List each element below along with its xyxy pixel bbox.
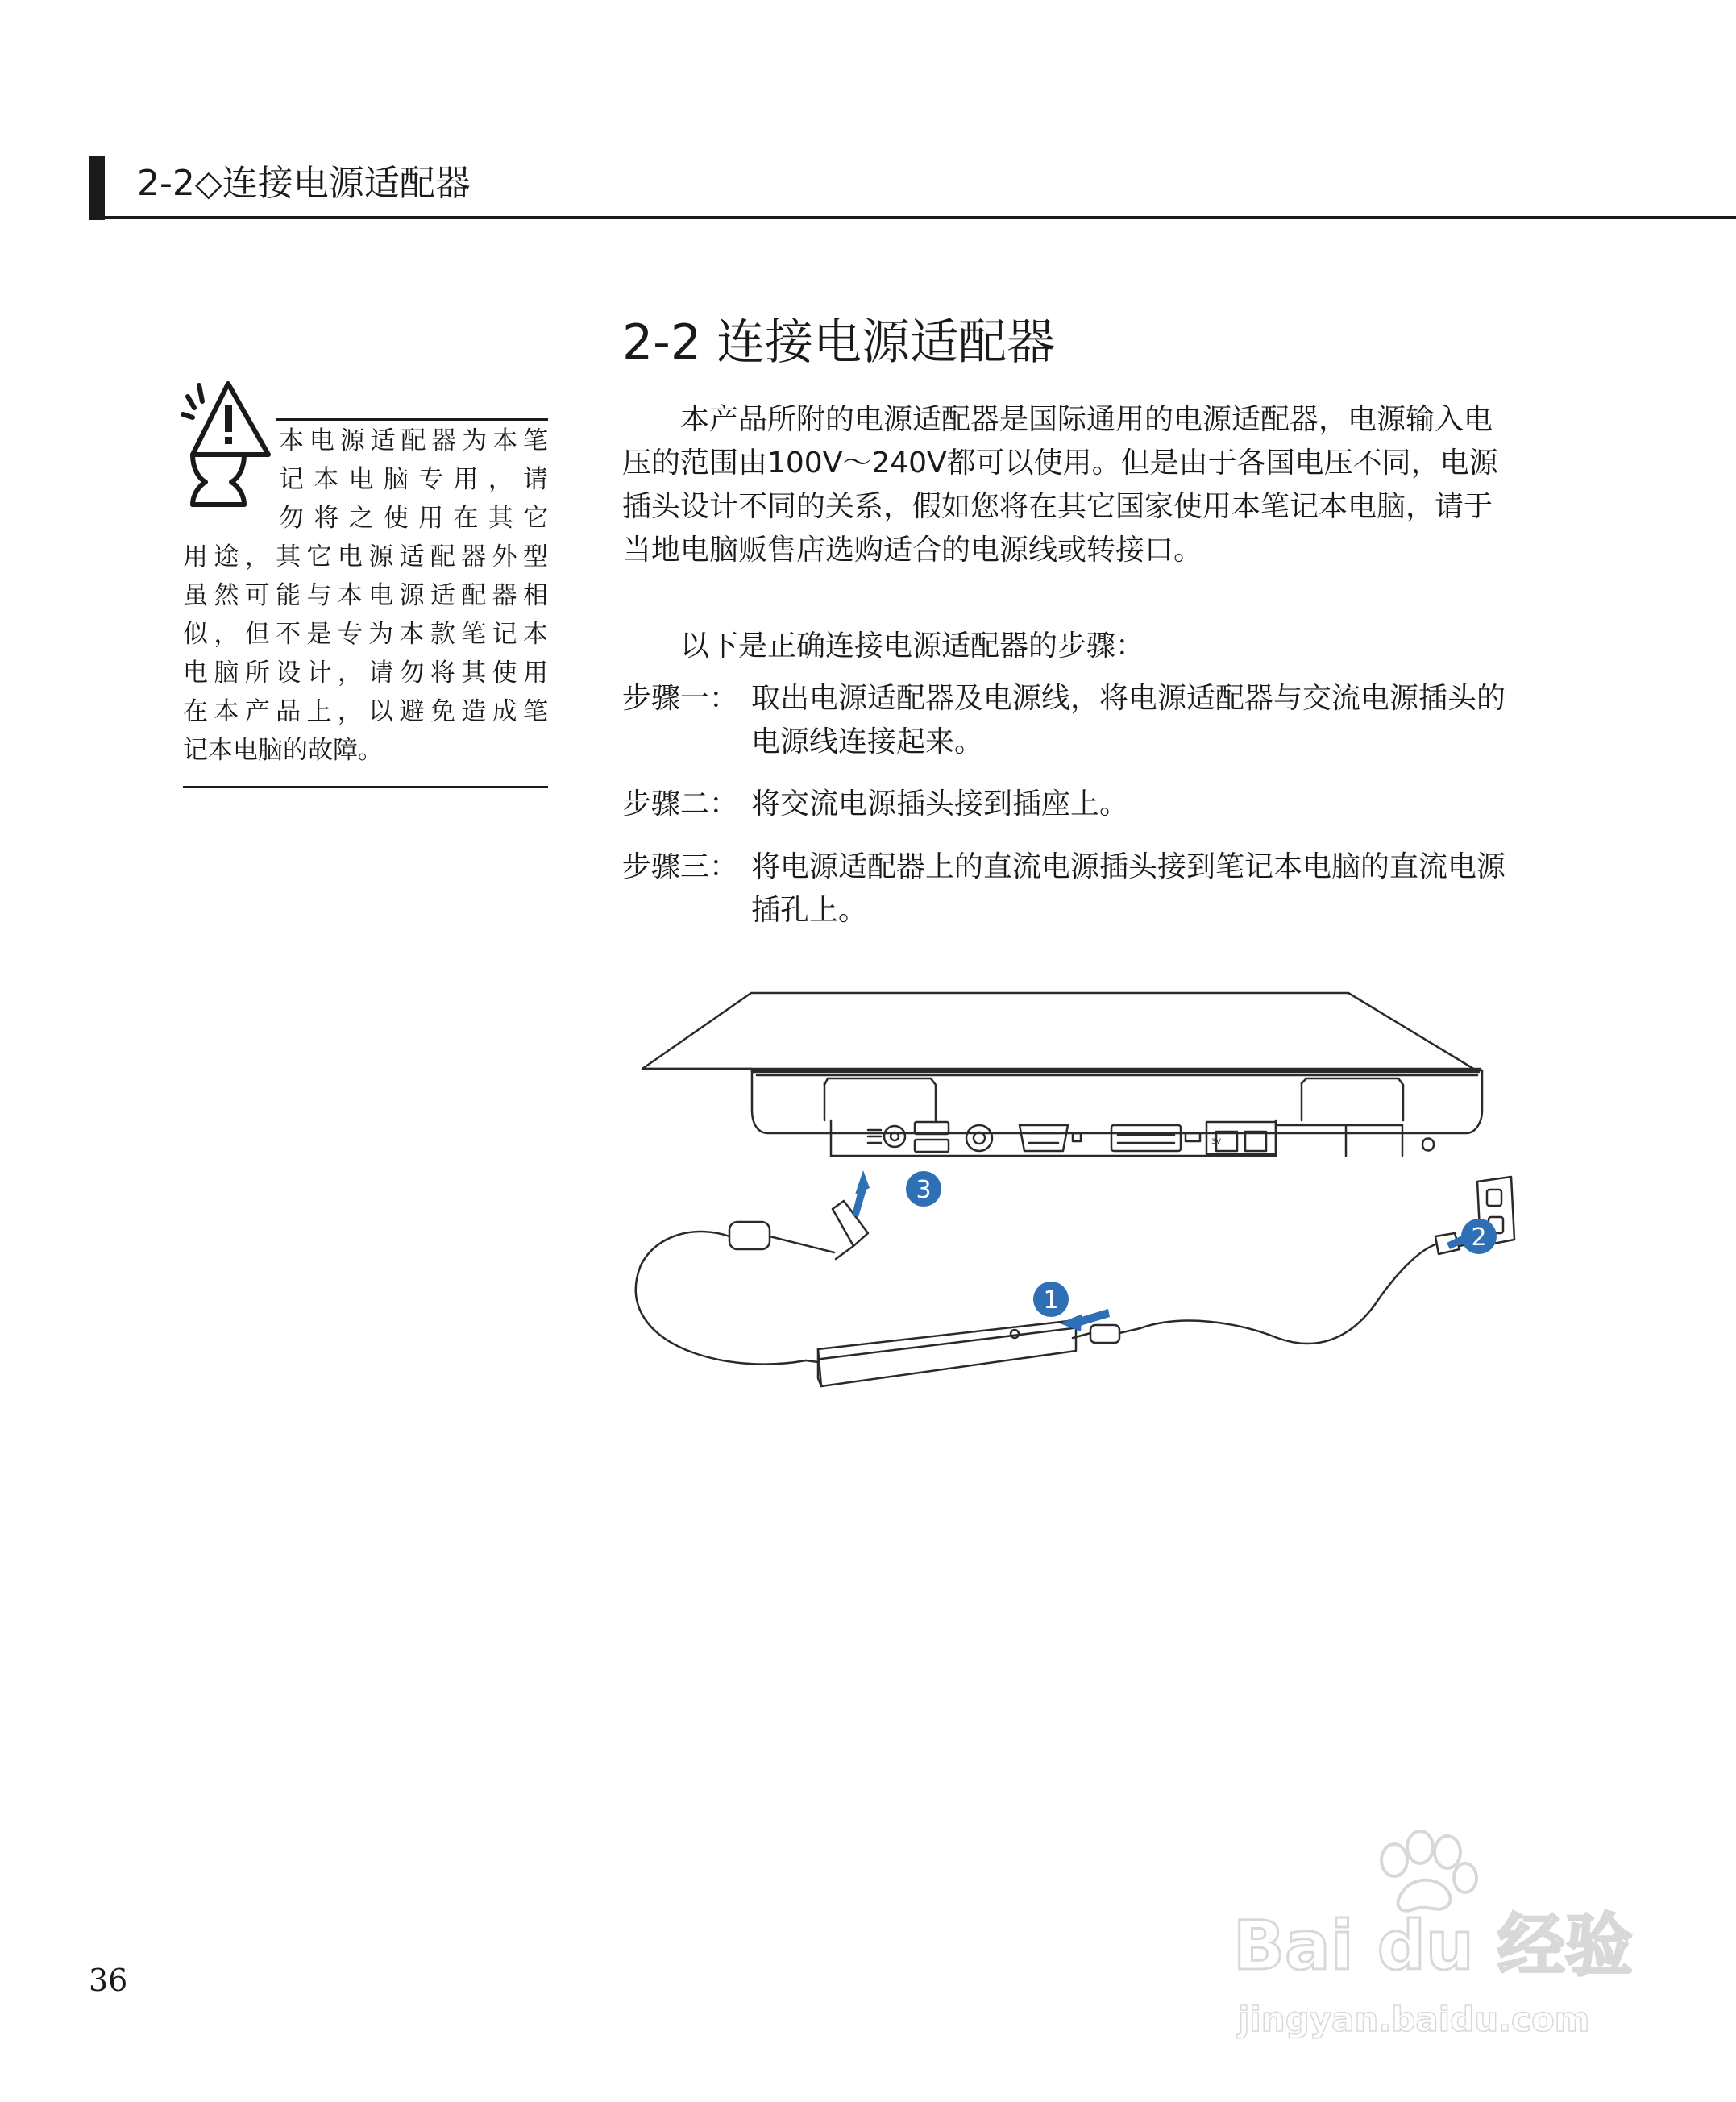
warning-rule-bottom — [183, 786, 548, 788]
step-1-label: 步骤一： — [622, 682, 739, 715]
section-title: 2-2 连接电源适配器 — [622, 314, 1056, 371]
warning-line: 在本产品上，以避免造成笔 — [183, 697, 548, 726]
step-1-text: 取出电源适配器及电源线，将电源适配器与交流电源插头的电源线连接起来。 — [751, 682, 1506, 758]
s-video-port — [966, 1125, 992, 1151]
warning-line: 本电源适配器为本笔 — [279, 426, 548, 455]
warning-line: 似，但不是专为本款笔记本 — [183, 620, 548, 649]
dc-cable — [636, 1232, 834, 1365]
watermark-url: jingyan.baidu.com — [1238, 2000, 1590, 2039]
laptop-hinge — [824, 1078, 936, 1120]
usb-port — [915, 1140, 949, 1152]
step-2-label: 步骤二： — [622, 787, 739, 820]
adapter-brick — [818, 1320, 1076, 1386]
port-label: 3V — [1211, 1138, 1221, 1146]
laptop-hinge — [1302, 1078, 1403, 1120]
header-title: 2-2◇连接电源适配器 — [137, 163, 471, 204]
warning-line: 记本电脑的故障。 — [183, 736, 383, 765]
ac-cable — [1140, 1244, 1435, 1344]
steps-intro: 以下是正确连接电源适配器的步骤： — [680, 629, 1145, 663]
step-2-text: 将交流电源插头接到插座上。 — [751, 787, 1129, 820]
header-bar — [89, 156, 105, 220]
vga-port — [1020, 1125, 1068, 1151]
warning-line: 电脑所设计，请勿将其使用 — [183, 658, 548, 688]
step-2 — [622, 783, 1513, 826]
watermark-logo: Bai du 经验 — [1233, 1906, 1633, 1985]
warning-line: 记本电脑专用，请 — [279, 465, 548, 494]
watermark — [1233, 1828, 1652, 2054]
page-number: 36 — [89, 1963, 128, 1998]
laptop-lid — [642, 993, 1479, 1072]
step-1 — [622, 677, 1513, 764]
warning-line: 用途，其它电源适配器外型 — [183, 542, 548, 571]
step-3-text: 将电源适配器上的直流电源插头接到笔记本电脑的直流电源插孔上。 — [751, 850, 1506, 927]
laptop-base — [752, 1070, 1482, 1133]
step-3-label: 步骤三： — [622, 850, 739, 883]
header-rule — [89, 216, 1736, 219]
warning-rule-top — [276, 418, 548, 421]
ferrite-bead — [729, 1222, 770, 1249]
marker-2-label: 2 — [1471, 1223, 1487, 1252]
step-3 — [622, 845, 1513, 933]
paw-icon — [1362, 1828, 1483, 1917]
kensington-lock — [1422, 1139, 1434, 1151]
marker-1-label: 1 — [1043, 1286, 1059, 1315]
warning-line: 勿将之使用在其它 — [279, 504, 548, 533]
warning-line: 虽然可能与本电源适配器相 — [183, 581, 548, 610]
intro-paragraph: 本产品所附的电源适配器是国际通用的电源适配器，电源输入电压的范围由100V～240V都可以使用。但是由于各国电压不同，电源插头设计不同的关系，假如您将在其它国家使用本笔记本电脑，请于当地电脑贩售店选购适合的电源线或转接口。 — [622, 403, 1498, 567]
marker-3-label: 3 — [916, 1176, 932, 1204]
caution-person-icon — [181, 379, 274, 508]
dvi-port — [1111, 1125, 1181, 1151]
dc-plug — [833, 1201, 868, 1246]
adapter-connection-illustration — [625, 983, 1531, 1435]
dc-in-port — [884, 1126, 905, 1147]
